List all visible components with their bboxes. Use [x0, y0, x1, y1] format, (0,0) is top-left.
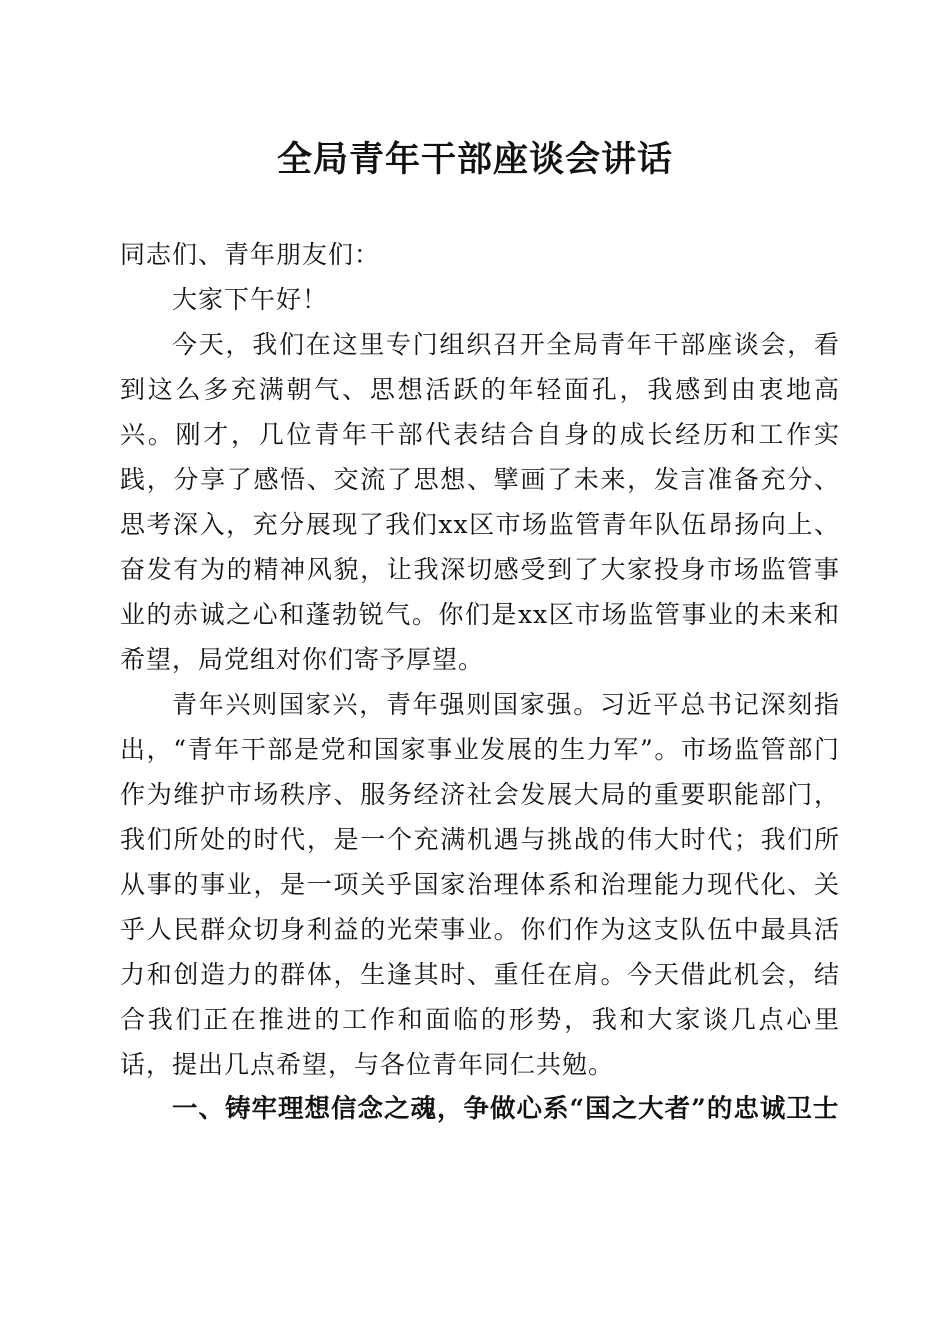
section-heading-1: 一、铸牢理想信念之魂，争做心系“国之大者”的忠诚卫士	[172, 1094, 840, 1124]
document-body	[120, 232, 840, 1132]
document-title: 全局青年干部座谈会讲话	[276, 139, 673, 180]
paragraph-context: 青年兴则国家兴，青年强则国家强。习近平总书记深刻指出，“青年干部是党和国家事业发展的生力军”。市场监管部门作为维护市场秩序、服务经济社会发展大局的重要职能部门，我们所处的时代，是一个充满机遇与挑战的伟大时代；我们所从事的事业，是一项关乎国家治理体系和治理能力现代化、关乎人民群众切身利益的光荣事业。你们作为这支队伍中最具活力和创造力的群体，生逢其时、重任在肩。今天借此机会，结合我们正在推进的工作和面临的形势，我和大家谈几点心里话，提出几点希望，与各位青年同仁共勉。	[120, 690, 840, 1079]
paragraph-greeting: 大家下午好！	[172, 285, 329, 314]
salutation: 同志们、青年朋友们：	[120, 240, 381, 269]
paragraph-opening: 今天，我们在这里专门组织召开全局青年干部座谈会，看到这么多充满朝气、思想活跃的年轻面孔，我感到由衷地高兴。刚才，几位青年干部代表结合自身的成长经历和工作实践，分享了感悟、交流了思想、擘画了未来，发言准备充分、思考深入，充分展现了我们xx区市场监管青年队伍昂扬向上、奋发有为的精神风貌，让我深切感受到了大家投身市场监管事业的赤诚之心和蓬勃锐气。你们是xx区市场监管事业的未来和希望，局党组对你们寄予厚望。	[120, 330, 840, 674]
